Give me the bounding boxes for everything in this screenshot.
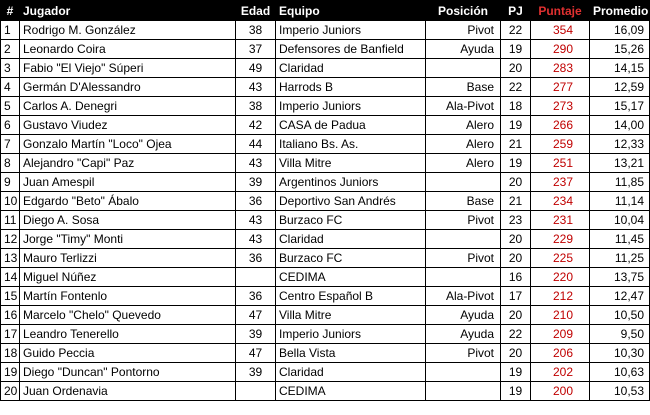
cell-equipo: Defensores de Banfield (276, 40, 426, 59)
table-row (1, 173, 650, 192)
table-row (1, 363, 650, 382)
table-row (1, 78, 650, 97)
cell-posicion: Base (426, 78, 501, 97)
header-promedio: Promedio (590, 1, 650, 21)
cell-num: 14 (1, 268, 20, 287)
cell-edad: 47 (236, 306, 276, 325)
cell-puntaje: 234 (531, 192, 590, 211)
cell-pj: 19 (501, 382, 531, 401)
cell-equipo: Claridad (276, 363, 426, 382)
cell-puntaje: 354 (531, 21, 590, 40)
header-puntaje: Puntaje (531, 1, 590, 21)
cell-jugador: Diego A. Sosa (20, 211, 236, 230)
cell-pj: 17 (501, 287, 531, 306)
table-row (1, 306, 650, 325)
cell-pj: 21 (501, 135, 531, 154)
cell-pj: 20 (501, 59, 531, 78)
cell-puntaje: 231 (531, 211, 590, 230)
cell-num: 13 (1, 249, 20, 268)
cell-pj: 18 (501, 97, 531, 116)
cell-equipo: Bella Vista (276, 344, 426, 363)
cell-equipo: Claridad (276, 230, 426, 249)
cell-jugador: Miguel Núñez (20, 268, 236, 287)
cell-promedio: 11,45 (590, 230, 650, 249)
cell-num: 19 (1, 363, 20, 382)
cell-num: 15 (1, 287, 20, 306)
cell-jugador: Gonzalo Martín "Loco" Ojea (20, 135, 236, 154)
cell-promedio: 10,30 (590, 344, 650, 363)
cell-pj: 23 (501, 211, 531, 230)
cell-pj: 20 (501, 173, 531, 192)
cell-jugador: Jorge "Timy" Monti (20, 230, 236, 249)
cell-num: 6 (1, 116, 20, 135)
header-jugador: Jugador (20, 1, 236, 21)
cell-edad: 37 (236, 40, 276, 59)
cell-promedio: 12,33 (590, 135, 650, 154)
cell-jugador: Leonardo Coira (20, 40, 236, 59)
cell-posicion: Alero (426, 135, 501, 154)
cell-promedio: 11,25 (590, 249, 650, 268)
cell-equipo: Italiano Bs. As. (276, 135, 426, 154)
cell-num: 20 (1, 382, 20, 401)
cell-edad: 43 (236, 154, 276, 173)
cell-edad: 47 (236, 344, 276, 363)
cell-promedio: 12,59 (590, 78, 650, 97)
cell-promedio: 14,15 (590, 59, 650, 78)
cell-puntaje: 212 (531, 287, 590, 306)
cell-edad (236, 382, 276, 401)
cell-jugador: Gustavo Viudez (20, 116, 236, 135)
cell-pj: 20 (501, 306, 531, 325)
cell-equipo: Deportivo San Andrés (276, 192, 426, 211)
cell-promedio: 13,75 (590, 268, 650, 287)
cell-posicion: Alero (426, 116, 501, 135)
cell-num: 16 (1, 306, 20, 325)
cell-promedio: 10,50 (590, 306, 650, 325)
cell-promedio: 9,50 (590, 325, 650, 344)
cell-equipo: Villa Mitre (276, 154, 426, 173)
table-row (1, 116, 650, 135)
cell-puntaje: 237 (531, 173, 590, 192)
cell-edad: 49 (236, 59, 276, 78)
cell-edad: 43 (236, 230, 276, 249)
cell-edad: 36 (236, 192, 276, 211)
cell-equipo: Imperio Juniors (276, 21, 426, 40)
cell-pj: 22 (501, 78, 531, 97)
table-row (1, 40, 650, 59)
header-num: # (1, 1, 20, 21)
cell-promedio: 13,21 (590, 154, 650, 173)
table-row (1, 21, 650, 40)
cell-posicion: Pivot (426, 211, 501, 230)
cell-posicion (426, 59, 501, 78)
cell-jugador: Juan Ordenavia (20, 382, 236, 401)
cell-puntaje: 206 (531, 344, 590, 363)
table-row (1, 287, 650, 306)
cell-jugador: Rodrigo M. González (20, 21, 236, 40)
cell-promedio: 16,09 (590, 21, 650, 40)
cell-edad: 43 (236, 211, 276, 230)
cell-edad: 36 (236, 287, 276, 306)
cell-num: 11 (1, 211, 20, 230)
cell-edad: 38 (236, 97, 276, 116)
cell-jugador: Mauro Terlizzi (20, 249, 236, 268)
header-pj: PJ (501, 1, 531, 21)
cell-puntaje: 229 (531, 230, 590, 249)
cell-equipo: CEDIMA (276, 382, 426, 401)
cell-num: 8 (1, 154, 20, 173)
header-posicion: Posición (426, 1, 501, 21)
cell-equipo: Burzaco FC (276, 211, 426, 230)
cell-pj: 19 (501, 40, 531, 59)
cell-promedio: 12,47 (590, 287, 650, 306)
cell-promedio: 10,53 (590, 382, 650, 401)
cell-posicion: Base (426, 192, 501, 211)
cell-equipo: Claridad (276, 59, 426, 78)
cell-edad: 38 (236, 21, 276, 40)
cell-promedio: 14,00 (590, 116, 650, 135)
cell-puntaje: 290 (531, 40, 590, 59)
cell-pj: 20 (501, 230, 531, 249)
cell-puntaje: 259 (531, 135, 590, 154)
cell-equipo: Imperio Juniors (276, 97, 426, 116)
cell-puntaje: 209 (531, 325, 590, 344)
cell-jugador: Leandro Tenerello (20, 325, 236, 344)
table-row (1, 135, 650, 154)
cell-posicion (426, 268, 501, 287)
cell-posicion: Pivot (426, 21, 501, 40)
cell-promedio: 10,04 (590, 211, 650, 230)
cell-puntaje: 277 (531, 78, 590, 97)
header-row (1, 1, 650, 21)
header-edad: Edad (236, 1, 276, 21)
cell-equipo: Centro Español B (276, 287, 426, 306)
cell-posicion: Pivot (426, 249, 501, 268)
cell-edad: 42 (236, 116, 276, 135)
header-equipo: Equipo (276, 1, 426, 21)
cell-jugador: Martín Fontenlo (20, 287, 236, 306)
cell-equipo: CEDIMA (276, 268, 426, 287)
cell-puntaje: 220 (531, 268, 590, 287)
cell-jugador: Fabio "El Viejo" Súperi (20, 59, 236, 78)
cell-pj: 19 (501, 154, 531, 173)
table-row (1, 268, 650, 287)
cell-jugador: Guido Peccia (20, 344, 236, 363)
cell-jugador: Diego "Duncan" Pontorno (20, 363, 236, 382)
cell-num: 4 (1, 78, 20, 97)
cell-edad (236, 268, 276, 287)
cell-equipo: Burzaco FC (276, 249, 426, 268)
cell-pj: 20 (501, 249, 531, 268)
cell-num: 7 (1, 135, 20, 154)
table-row (1, 249, 650, 268)
cell-edad: 39 (236, 325, 276, 344)
cell-num: 3 (1, 59, 20, 78)
cell-num: 18 (1, 344, 20, 363)
cell-edad: 39 (236, 363, 276, 382)
cell-posicion: Pivot (426, 344, 501, 363)
table-row (1, 344, 650, 363)
cell-puntaje: 200 (531, 382, 590, 401)
cell-posicion: Ala-Pivot (426, 97, 501, 116)
cell-jugador: Edgardo "Beto" Ábalo (20, 192, 236, 211)
cell-puntaje: 273 (531, 97, 590, 116)
cell-edad: 36 (236, 249, 276, 268)
cell-pj: 22 (501, 21, 531, 40)
cell-promedio: 11,85 (590, 173, 650, 192)
table-row (1, 97, 650, 116)
cell-jugador: Germán D'Alessandro (20, 78, 236, 97)
cell-num: 9 (1, 173, 20, 192)
cell-edad: 39 (236, 173, 276, 192)
cell-pj: 16 (501, 268, 531, 287)
cell-posicion (426, 230, 501, 249)
cell-num: 2 (1, 40, 20, 59)
table-row (1, 325, 650, 344)
table-body (1, 21, 650, 401)
cell-puntaje: 283 (531, 59, 590, 78)
table-row (1, 382, 650, 401)
cell-puntaje: 202 (531, 363, 590, 382)
cell-pj: 19 (501, 363, 531, 382)
cell-posicion (426, 382, 501, 401)
cell-equipo: Imperio Juniors (276, 325, 426, 344)
cell-pj: 21 (501, 192, 531, 211)
cell-promedio: 11,14 (590, 192, 650, 211)
cell-equipo: CASA de Padua (276, 116, 426, 135)
cell-jugador: Juan Amespil (20, 173, 236, 192)
cell-pj: 19 (501, 116, 531, 135)
cell-equipo: Villa Mitre (276, 306, 426, 325)
cell-posicion: Ala-Pivot (426, 287, 501, 306)
cell-puntaje: 266 (531, 116, 590, 135)
cell-num: 17 (1, 325, 20, 344)
table-row (1, 211, 650, 230)
cell-jugador: Carlos A. Denegri (20, 97, 236, 116)
cell-equipo: Harrods B (276, 78, 426, 97)
cell-puntaje: 251 (531, 154, 590, 173)
cell-posicion (426, 363, 501, 382)
cell-equipo: Argentinos Juniors (276, 173, 426, 192)
table-row (1, 192, 650, 211)
cell-posicion (426, 173, 501, 192)
table-row (1, 59, 650, 78)
cell-num: 10 (1, 192, 20, 211)
cell-pj: 22 (501, 325, 531, 344)
cell-jugador: Alejandro "Capi" Paz (20, 154, 236, 173)
cell-posicion: Ayuda (426, 40, 501, 59)
table-row (1, 230, 650, 249)
cell-promedio: 15,17 (590, 97, 650, 116)
cell-posicion: Ayuda (426, 306, 501, 325)
cell-promedio: 10,63 (590, 363, 650, 382)
cell-posicion: Alero (426, 154, 501, 173)
cell-edad: 44 (236, 135, 276, 154)
cell-pj: 20 (501, 344, 531, 363)
cell-num: 1 (1, 21, 20, 40)
table-row (1, 154, 650, 173)
cell-promedio: 15,26 (590, 40, 650, 59)
cell-edad: 43 (236, 78, 276, 97)
cell-num: 12 (1, 230, 20, 249)
cell-jugador: Marcelo "Chelo" Quevedo (20, 306, 236, 325)
cell-puntaje: 210 (531, 306, 590, 325)
cell-num: 5 (1, 97, 20, 116)
cell-puntaje: 225 (531, 249, 590, 268)
cell-posicion: Ayuda (426, 325, 501, 344)
